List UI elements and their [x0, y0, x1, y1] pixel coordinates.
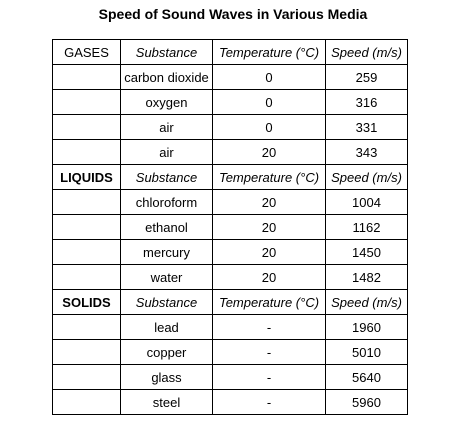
speed-cell: 1450 [326, 240, 408, 265]
speed-of-sound-table [52, 39, 408, 415]
substance-cell: steel [121, 390, 213, 415]
empty-cell [53, 190, 121, 215]
substance-cell: lead [121, 315, 213, 340]
section-label-liquids: LIQUIDS [53, 165, 121, 190]
section-header-row-liquids [53, 165, 408, 190]
column-header-speed: Speed (m/s) [326, 40, 408, 65]
temperature-cell: 20 [213, 240, 326, 265]
column-header-substance: Substance [121, 290, 213, 315]
section-header-row-gases [53, 40, 408, 65]
speed-cell: 331 [326, 115, 408, 140]
empty-cell [53, 340, 121, 365]
table-row [53, 365, 408, 390]
table-row [53, 265, 408, 290]
temperature-cell: - [213, 365, 326, 390]
empty-cell [53, 90, 121, 115]
substance-cell: chloroform [121, 190, 213, 215]
column-header-temperature: Temperature (°C) [213, 165, 326, 190]
temperature-cell: - [213, 390, 326, 415]
table-row [53, 240, 408, 265]
substance-cell: water [121, 265, 213, 290]
temperature-cell: - [213, 315, 326, 340]
column-header-temperature: Temperature (°C) [213, 290, 326, 315]
temperature-cell: 0 [213, 90, 326, 115]
page-title: Speed of Sound Waves in Various Media [98, 6, 368, 22]
speed-cell: 5010 [326, 340, 408, 365]
column-header-speed: Speed (m/s) [326, 290, 408, 315]
substance-cell: copper [121, 340, 213, 365]
empty-cell [53, 240, 121, 265]
table-row [53, 390, 408, 415]
speed-cell: 343 [326, 140, 408, 165]
table-row [53, 115, 408, 140]
substance-cell: ethanol [121, 215, 213, 240]
temperature-cell: 0 [213, 115, 326, 140]
substance-cell: glass [121, 365, 213, 390]
temperature-cell: 20 [213, 140, 326, 165]
table-row [53, 90, 408, 115]
empty-cell [53, 390, 121, 415]
substance-cell: carbon dioxide [121, 65, 213, 90]
column-header-speed: Speed (m/s) [326, 165, 408, 190]
speed-cell: 1482 [326, 265, 408, 290]
empty-cell [53, 215, 121, 240]
empty-cell [53, 115, 121, 140]
empty-cell [53, 65, 121, 90]
table-row [53, 340, 408, 365]
temperature-cell: 20 [213, 190, 326, 215]
speed-cell: 316 [326, 90, 408, 115]
substance-cell: air [121, 115, 213, 140]
column-header-substance: Substance [121, 40, 213, 65]
temperature-cell: 20 [213, 215, 326, 240]
substance-cell: air [121, 140, 213, 165]
speed-cell: 1960 [326, 315, 408, 340]
empty-cell [53, 140, 121, 165]
speed-cell: 5640 [326, 365, 408, 390]
speed-cell: 5960 [326, 390, 408, 415]
section-header-row-solids [53, 290, 408, 315]
column-header-substance: Substance [121, 165, 213, 190]
temperature-cell: 0 [213, 65, 326, 90]
substance-cell: mercury [121, 240, 213, 265]
speed-cell: 1162 [326, 215, 408, 240]
section-label-solids: SOLIDS [53, 290, 121, 315]
table-row [53, 140, 408, 165]
temperature-cell: 20 [213, 265, 326, 290]
section-label-gases: GASES [53, 40, 121, 65]
table-row [53, 215, 408, 240]
substance-cell: oxygen [121, 90, 213, 115]
column-header-temperature: Temperature (°C) [213, 40, 326, 65]
table-row [53, 65, 408, 90]
speed-cell: 259 [326, 65, 408, 90]
table-row [53, 190, 408, 215]
temperature-cell: - [213, 340, 326, 365]
empty-cell [53, 265, 121, 290]
empty-cell [53, 315, 121, 340]
empty-cell [53, 365, 121, 390]
table-row [53, 315, 408, 340]
speed-cell: 1004 [326, 190, 408, 215]
